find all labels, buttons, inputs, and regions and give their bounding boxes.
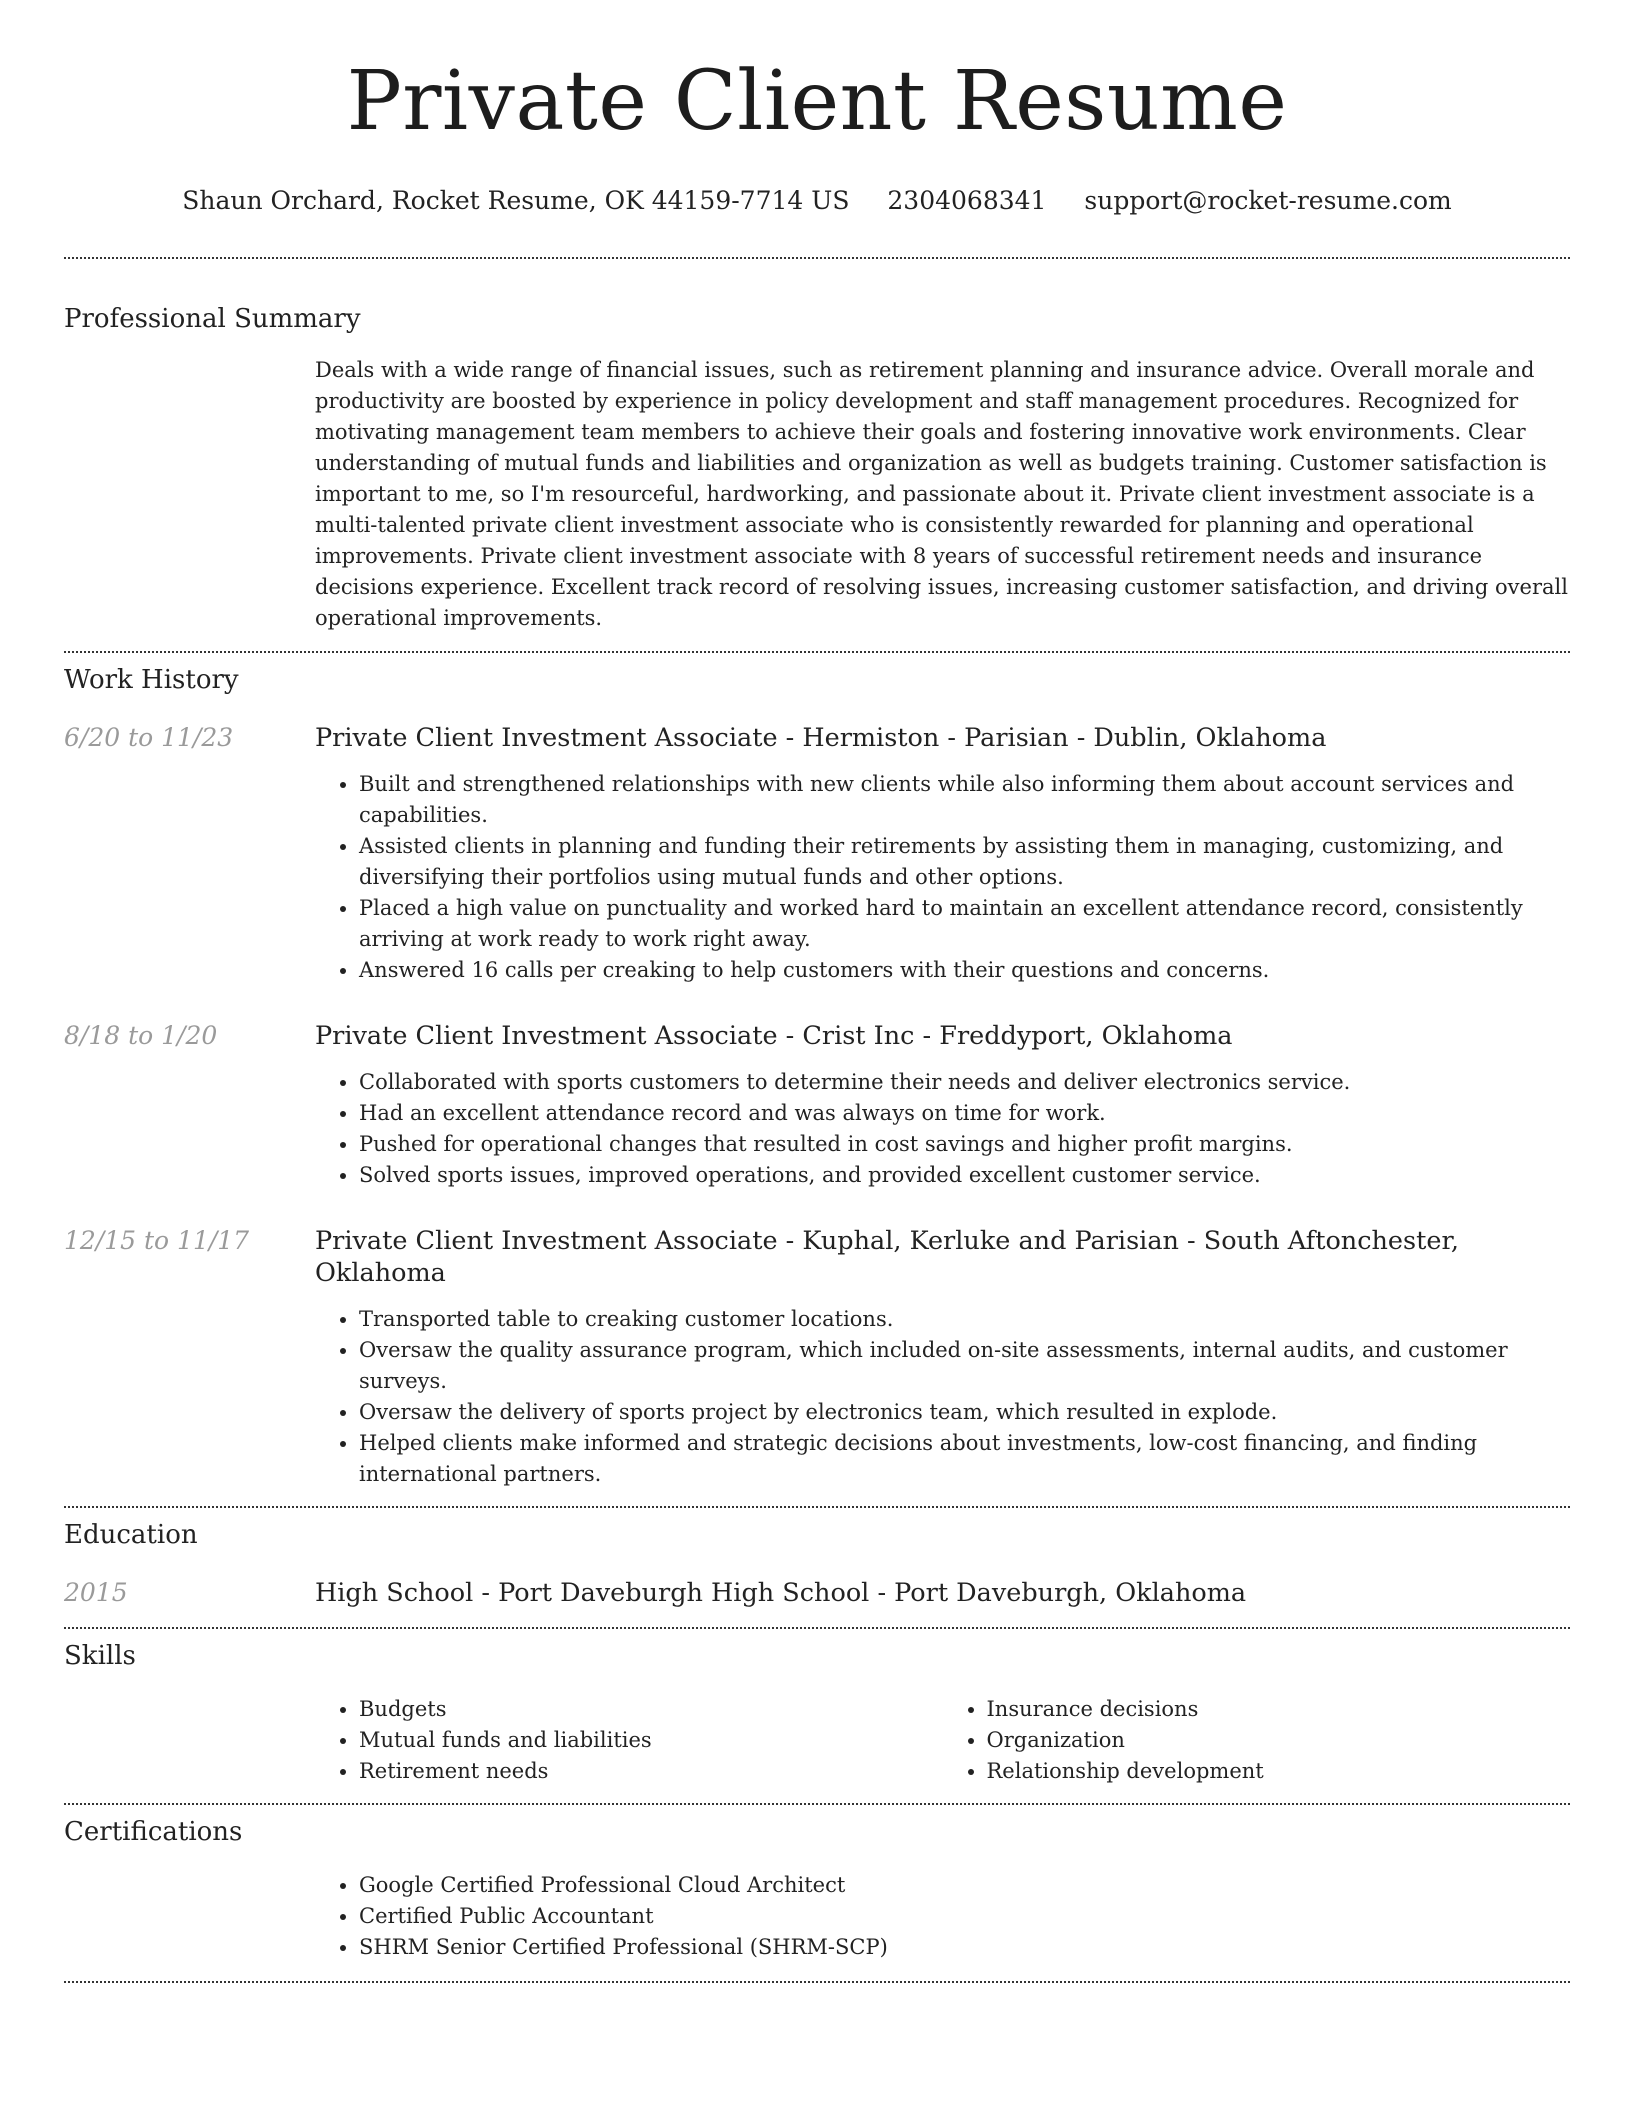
job-bullet: • Assisted clients in planning and funding their retirements by assisting them in managing, customizing, and diversifying their portfolios using mutual funds and other options. (359, 831, 1570, 893)
skill-item: • Relationship development (987, 1756, 1571, 1787)
skills-list (315, 1694, 1570, 1787)
job-dates: 8/18 to 1/20 (64, 1021, 218, 1050)
job-bullet: • Built and strengthened relationships with new clients while also informing them about account services and capabilities. (359, 769, 1570, 831)
divider (64, 1506, 1570, 1508)
divider (64, 257, 1570, 259)
education-entry (64, 1577, 1570, 1609)
job-dates: 6/20 to 11/23 (64, 723, 234, 752)
education-heading: Education (64, 1520, 198, 1550)
skills-column-right (943, 1694, 1571, 1787)
contact-address: Shaun Orchard, Rocket Resume, OK 44159-7714 US (182, 186, 850, 215)
skill-item: • Insurance decisions (987, 1694, 1571, 1725)
divider (64, 651, 1570, 653)
job-bullet: • Had an excellent attendance record and was always on time for work. (359, 1098, 1570, 1129)
skill-item: • Organization (987, 1725, 1571, 1756)
job-bullet: • Answered 16 calls per creaking to help customers with their questions and concerns. (359, 955, 1570, 986)
divider (64, 1981, 1570, 1983)
divider (64, 1803, 1570, 1805)
job-bullet: • Oversaw the delivery of sports project by electronics team, which resulted in explode. (359, 1397, 1570, 1428)
job-dates: 12/15 to 11/17 (64, 1226, 250, 1255)
job-bullets (315, 1067, 1570, 1191)
job-bullets (315, 769, 1570, 986)
job-bullet: • Solved sports issues, improved operations, and provided excellent customer service. (359, 1160, 1570, 1191)
certifications-items (315, 1870, 888, 1963)
divider (64, 1627, 1570, 1629)
education-year: 2015 (64, 1578, 128, 1607)
contact-email: support@rocket-resume.com (1084, 186, 1452, 215)
job-entry (64, 722, 1570, 986)
contact-phone: 2304068341 (887, 186, 1047, 215)
summary-text: Deals with a wide range of financial issues, such as retirement planning and insurance advice. Overall morale and productivity are boosted by experience in policy development and staff management procedures. Recognized for motivating management team members to achieve their goals and fostering innovative work environments. Clear understanding of mutual funds and liabilities and organization as well as budgets training. Customer satisfaction is important to me, so I'm resourceful, hardworking, and passionate about it. Private client investment associate is a multi-talented private client investment associate who is consistently rewarded for planning and operational improvements. Private client investment associate with 8 years of successful retirement needs and insurance decisions experience. Excellent track record of resolving issues, increasing customer satisfaction, and driving overall operational improvements. (315, 358, 1568, 630)
certifications-list (315, 1870, 1570, 1963)
job-title: Private Client Investment Associate - Crist Inc - Freddyport, Oklahoma (315, 1021, 1233, 1051)
certification-item: • Certified Public Accountant (359, 1901, 888, 1932)
job-entry (64, 1020, 1570, 1191)
skill-item: • Retirement needs (359, 1756, 943, 1787)
resume-title: Private Client Resume (346, 54, 1288, 149)
contact-line (64, 186, 1570, 216)
summary-heading: Professional Summary (64, 304, 361, 334)
skills-heading: Skills (64, 1641, 136, 1671)
job-bullet: • Placed a high value on punctuality and worked hard to maintain an excellent attendance record, consistently arriving at work ready to work right away. (359, 893, 1570, 955)
resume-page (64, 0, 1570, 1983)
work-heading: Work History (64, 665, 239, 695)
job-title: Private Client Investment Associate - Kuphal, Kerluke and Parisian - South Aftonchester, Oklahoma (315, 1226, 1459, 1288)
job-bullet: • Oversaw the quality assurance program, which included on-site assessments, internal audits, and customer surveys. (359, 1335, 1570, 1397)
certification-item: • SHRM Senior Certified Professional (SHRM-SCP) (359, 1932, 888, 1963)
skill-item: • Budgets (359, 1694, 943, 1725)
job-bullet: • Helped clients make informed and strategic decisions about investments, low-cost financing, and finding international partners. (359, 1428, 1570, 1490)
certification-item: • Google Certified Professional Cloud Architect (359, 1870, 888, 1901)
skill-item: • Mutual funds and liabilities (359, 1725, 943, 1756)
certifications-heading: Certifications (64, 1817, 243, 1847)
job-bullet: • Transported table to creaking customer locations. (359, 1304, 1570, 1335)
job-entry (64, 1225, 1570, 1490)
job-title: Private Client Investment Associate - Hermiston - Parisian - Dublin, Oklahoma (315, 723, 1327, 753)
job-bullets (315, 1304, 1570, 1490)
job-bullet: • Pushed for operational changes that resulted in cost savings and higher profit margins. (359, 1129, 1570, 1160)
job-bullet: • Collaborated with sports customers to determine their needs and deliver electronics service. (359, 1067, 1570, 1098)
education-title: High School - Port Daveburgh High School - Port Daveburgh, Oklahoma (315, 1578, 1247, 1608)
skills-column-left (315, 1694, 943, 1787)
